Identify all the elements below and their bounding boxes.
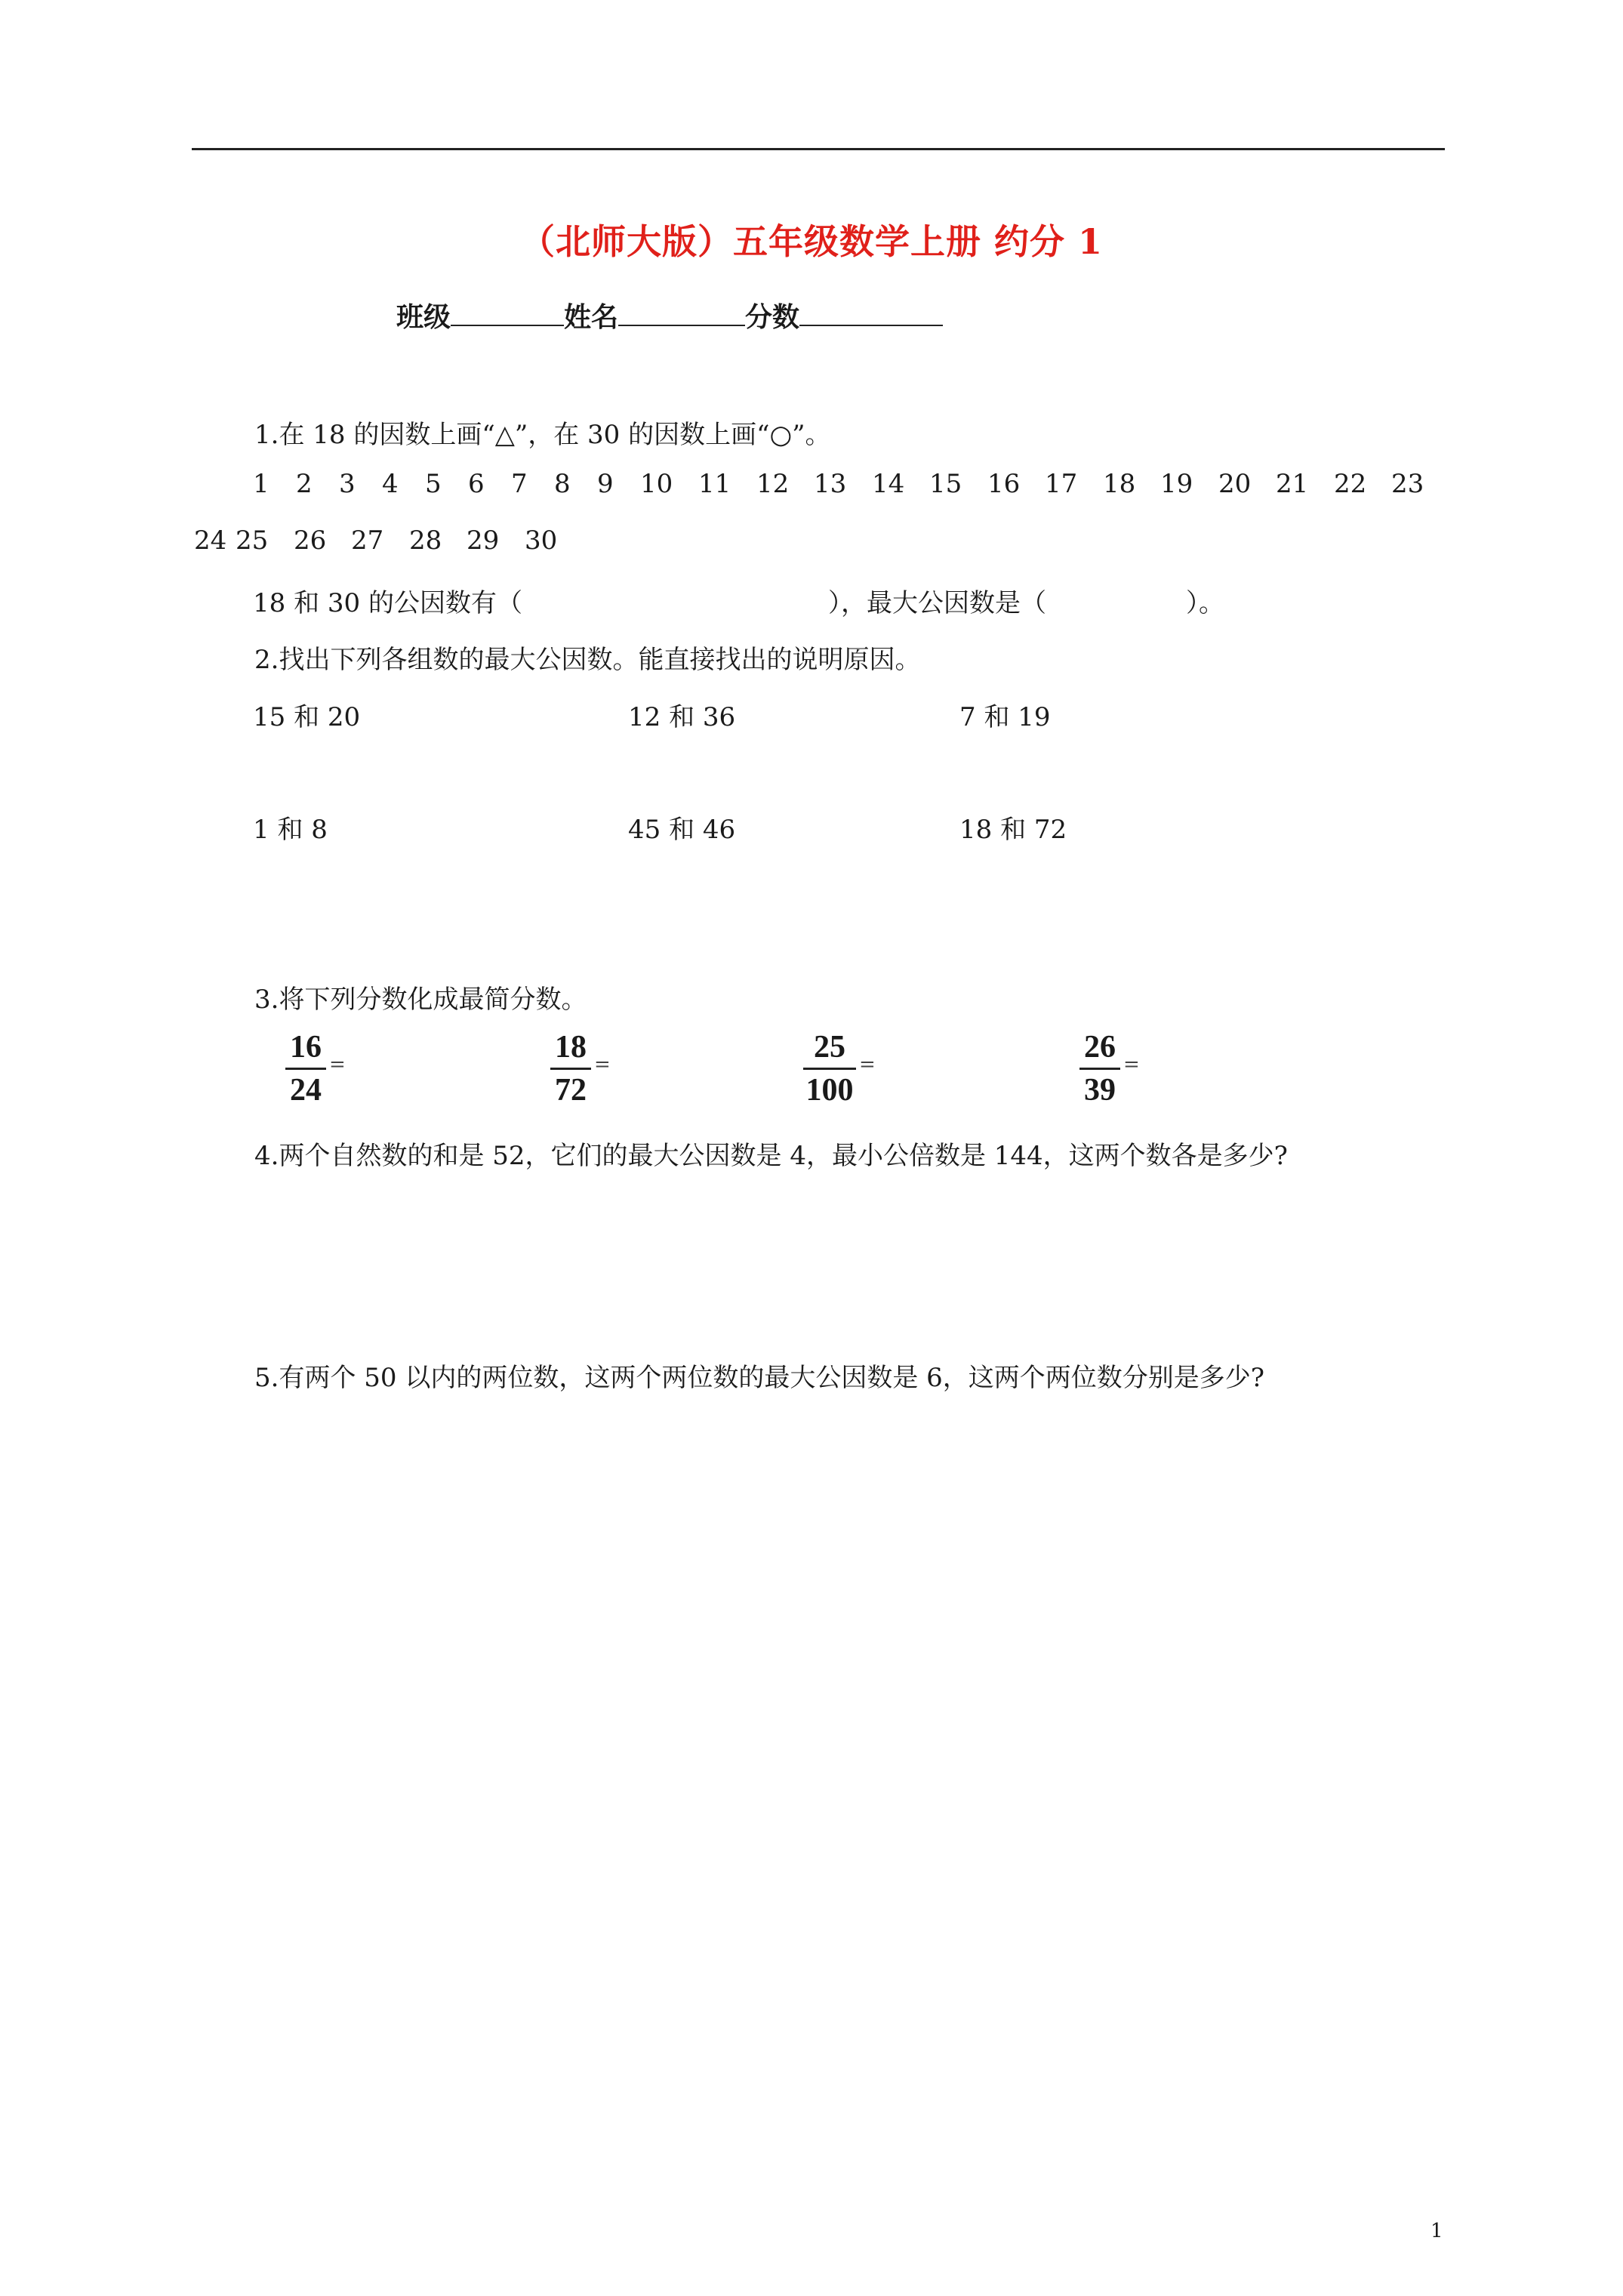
number-item[interactable]: 1 xyxy=(253,469,269,499)
equals-sign: = xyxy=(329,1053,346,1076)
number-item[interactable]: 15 xyxy=(929,469,962,499)
equals-sign: = xyxy=(1123,1053,1140,1076)
fraction-numerator: 18 xyxy=(555,1030,587,1065)
number-item[interactable]: 25 xyxy=(236,525,269,556)
number-item[interactable]: 20 xyxy=(1218,469,1252,499)
fraction-denominator: 24 xyxy=(290,1073,322,1108)
number-item[interactable]: 27 xyxy=(351,525,384,556)
number-item[interactable]: 4 xyxy=(382,469,399,499)
number-item[interactable]: 3 xyxy=(339,469,356,499)
number-item[interactable]: 29 xyxy=(467,525,500,556)
fraction-bar xyxy=(803,1068,856,1070)
number-item[interactable]: 2 xyxy=(296,469,313,499)
student-info-line xyxy=(396,296,943,334)
q1-prompt: 1.在 18 的因数上画“△”，在 30 的因数上画“○”。 xyxy=(254,420,831,450)
number-item[interactable]: 23 xyxy=(1391,469,1424,499)
fraction-numerator: 25 xyxy=(814,1030,845,1065)
equals-sign: = xyxy=(594,1053,611,1076)
q5-prompt: 5.有两个 50 以内的两位数，这两个两位数的最大公因数是 6，这两个两位数分别是多少? xyxy=(254,1363,1264,1393)
number-item[interactable]: 16 xyxy=(987,469,1021,499)
fraction-bar xyxy=(550,1068,591,1070)
number-item[interactable]: 18 xyxy=(1103,469,1136,499)
q2-pair: 18 和 72 xyxy=(959,815,1067,845)
q3-prompt: 3.将下列分数化成最简分数。 xyxy=(254,985,587,1015)
number-item[interactable]: 14 xyxy=(872,469,905,499)
number-item[interactable]: 30 xyxy=(525,525,558,556)
q2-pair: 15 和 20 xyxy=(253,702,361,732)
fraction-denominator: 72 xyxy=(555,1073,587,1108)
number-item[interactable]: 6 xyxy=(468,469,485,499)
number-item[interactable]: 13 xyxy=(814,469,847,499)
fraction xyxy=(550,1028,591,1109)
q1-common-factors-b: ），最大公因数是（ xyxy=(828,588,1046,618)
fraction xyxy=(285,1028,326,1109)
number-item[interactable]: 28 xyxy=(409,525,442,556)
q2-pair: 12 和 36 xyxy=(628,702,736,732)
number-item[interactable]: 17 xyxy=(1045,469,1078,499)
number-item[interactable]: 10 xyxy=(640,469,673,499)
score-blank[interactable] xyxy=(799,302,943,326)
number-item[interactable]: 21 xyxy=(1276,469,1309,499)
fraction-bar xyxy=(285,1068,326,1070)
q1-common-factors-a: 18 和 30 的公因数有（ xyxy=(253,588,522,618)
page-number: 1 xyxy=(1431,2220,1443,2242)
score-label: 分数 xyxy=(745,301,800,333)
number-item[interactable]: 12 xyxy=(756,469,790,499)
class-label: 班级 xyxy=(396,301,451,333)
number-item[interactable]: 5 xyxy=(425,469,442,499)
fraction-numerator: 26 xyxy=(1084,1030,1116,1065)
q2-prompt: 2.找出下列各组数的最大公因数。能直接找出的说明原因。 xyxy=(254,645,921,675)
number-item[interactable]: 24 xyxy=(194,525,227,556)
number-item[interactable]: 19 xyxy=(1160,469,1193,499)
page-title: （北师大版）五年级数学上册 约分 1 xyxy=(519,221,1104,262)
number-item[interactable]: 26 xyxy=(294,525,327,556)
name-label: 姓名 xyxy=(564,301,619,333)
number-item[interactable]: 22 xyxy=(1334,469,1367,499)
q2-pair: 1 和 8 xyxy=(253,815,328,845)
equals-sign: = xyxy=(859,1053,876,1076)
fraction xyxy=(1079,1028,1120,1109)
fraction-numerator: 16 xyxy=(290,1030,322,1065)
fraction-denominator: 100 xyxy=(805,1073,854,1108)
fraction xyxy=(803,1028,856,1109)
fraction-denominator: 39 xyxy=(1084,1073,1116,1108)
name-blank[interactable] xyxy=(618,302,745,326)
number-item[interactable]: 11 xyxy=(698,469,731,499)
fraction-bar xyxy=(1079,1068,1120,1070)
number-item[interactable]: 7 xyxy=(511,469,528,499)
q2-pair: 45 和 46 xyxy=(628,815,736,845)
q2-pair: 7 和 19 xyxy=(959,702,1051,732)
q4-prompt: 4.两个自然数的和是 52，它们的最大公因数是 4，最小公倍数是 144，这两个数各是多少? xyxy=(254,1141,1288,1171)
q1-common-factors-c: ）。 xyxy=(1186,588,1224,618)
class-blank[interactable] xyxy=(451,302,564,326)
number-item[interactable]: 8 xyxy=(554,469,571,499)
number-item[interactable]: 9 xyxy=(597,469,614,499)
header-rule xyxy=(192,148,1445,150)
